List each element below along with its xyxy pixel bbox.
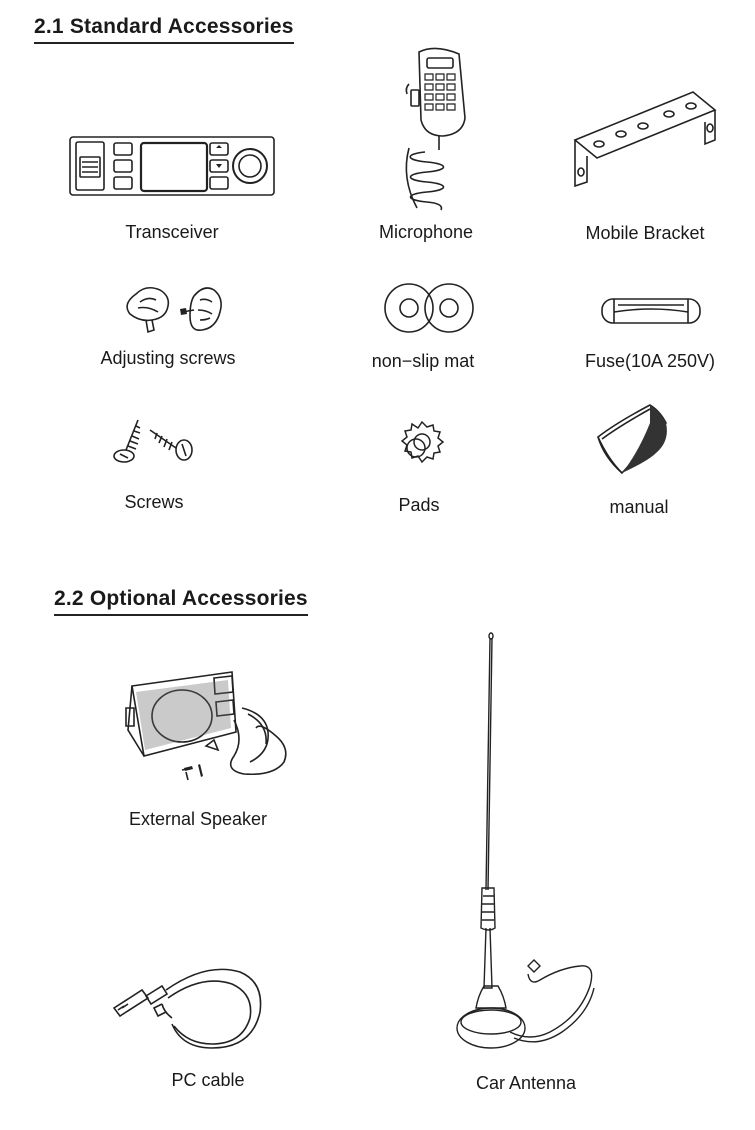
microphone-label: Microphone bbox=[378, 222, 474, 242]
external-speaker-label: External Speaker bbox=[128, 809, 268, 829]
pads-label: Pads bbox=[398, 495, 440, 515]
non-slip-mat-label: non−slip mat bbox=[371, 351, 475, 371]
pads-icon bbox=[392, 418, 448, 468]
non-slip-mat-icon bbox=[383, 280, 475, 336]
car-antenna-icon bbox=[450, 630, 600, 1066]
standard-accessories-heading: 2.1 Standard Accessories bbox=[34, 15, 294, 44]
mobile-bracket-label: Mobile Bracket bbox=[585, 223, 705, 243]
external-speaker-icon bbox=[122, 668, 292, 786]
screws-label: Screws bbox=[124, 492, 184, 512]
car-antenna-label: Car Antenna bbox=[475, 1073, 577, 1093]
pc-cable-icon bbox=[110, 952, 266, 1052]
transceiver-icon bbox=[68, 133, 278, 201]
microphone-icon bbox=[395, 44, 475, 214]
adjusting-screws-label: Adjusting screws bbox=[100, 348, 236, 368]
transceiver-label: Transceiver bbox=[125, 222, 219, 242]
manual-label: manual bbox=[609, 497, 669, 517]
manual-icon bbox=[592, 403, 678, 477]
pc-cable-label: PC cable bbox=[171, 1070, 245, 1090]
screws-icon bbox=[110, 418, 196, 466]
adjusting-screws-icon bbox=[122, 282, 228, 336]
fuse-icon bbox=[600, 295, 702, 327]
mobile-bracket-icon bbox=[565, 88, 725, 198]
optional-accessories-heading: 2.2 Optional Accessories bbox=[54, 587, 308, 616]
fuse-label: Fuse(10A 250V) bbox=[584, 351, 716, 371]
